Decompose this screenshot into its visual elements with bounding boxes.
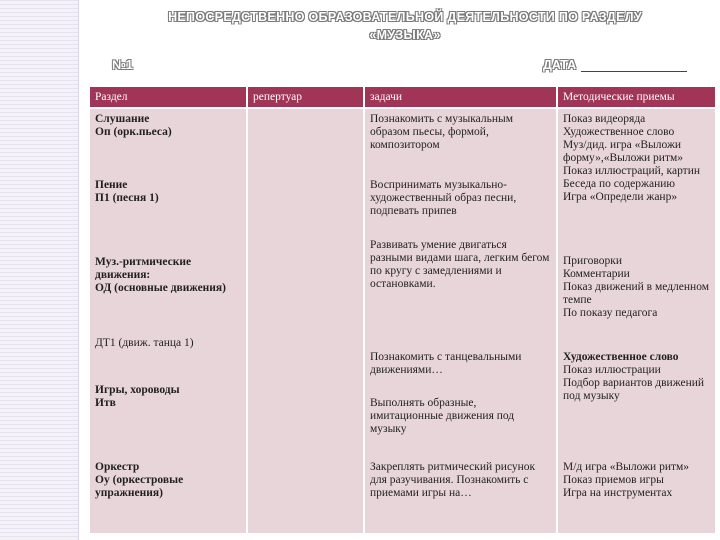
- page-title-line-2: «МУЗЫКА»: [369, 28, 441, 42]
- task-3: Развивать умение двигаться разными видами шага, легким бегом по кругу с замедлениями и остановками.: [370, 239, 550, 290]
- task-2: Воспринимать музыкально-художественный образ песни, подпевать припев: [370, 179, 517, 217]
- task-5: Выполнять образные, имитационные движения под музыку: [370, 397, 515, 435]
- section-listening: Слушание Оп (орк.пьеса): [95, 113, 172, 138]
- methods-games: Художественное слово Показ иллюстрации Подбор вариантов движений под музыку: [563, 351, 705, 402]
- date-underline: [581, 71, 687, 72]
- methods-orchestra: М/д игра «Выложи ритм» Показ приемов игры Игра на инструментах: [563, 461, 690, 499]
- methods-cell: [557, 108, 716, 534]
- section-movements: Муз.-ритмические движения: ОД (основные движения): [95, 256, 226, 294]
- task-1: Познакомить с музыкальным образом пьесы, формой, композитором: [370, 113, 514, 151]
- header-section: Раздел: [89, 86, 247, 108]
- header-tasks: задачи: [364, 86, 557, 108]
- table-row: [89, 108, 716, 534]
- methods-movements: Приговорки Комментарии Показ движений в медленном темпе По показу педагога: [563, 255, 710, 319]
- section-orchestra: Оркестр Оу (оркестровые упражнения): [95, 461, 184, 499]
- page-title-line-1: НЕПОСРЕДСТВЕННО ОБРАЗОВАТЕЛЬНОЙ ДЕЯТЕЛЬНОСТИ ПО РАЗДЕЛУ: [168, 10, 642, 24]
- date-label: ДАТА: [543, 58, 577, 72]
- section-dance: ДТ1 (движ. танца 1): [95, 337, 194, 349]
- section-cell: [89, 108, 247, 534]
- tasks-cell: [364, 108, 557, 534]
- header-methods: Методические приемы: [557, 86, 716, 108]
- repertoire-cell: [247, 108, 364, 534]
- lesson-number: №1: [112, 58, 133, 72]
- table-header-row: [89, 86, 716, 108]
- section-games: Игры, хороводы Итв: [95, 384, 180, 409]
- methods-listening: Показ видеоряда Художественное слово Муз/дид. игра «Выложи форму»,«Выложи ритм» Показ иллюстраций, картин Беседа по содержанию Игра «Определи жанр»: [563, 113, 701, 203]
- left-decorative-stripe: [0, 0, 79, 540]
- section-singing: Пение П1 (песня 1): [95, 179, 159, 204]
- task-6: Закреплять ритмический рисунок для разучивания. Познакомить с приемами игры на…: [370, 461, 536, 499]
- lesson-plan-table: [88, 85, 717, 535]
- task-4: Познакомить с танцевальными движениями…: [370, 351, 522, 376]
- header-repertoire: репертуар: [247, 86, 364, 108]
